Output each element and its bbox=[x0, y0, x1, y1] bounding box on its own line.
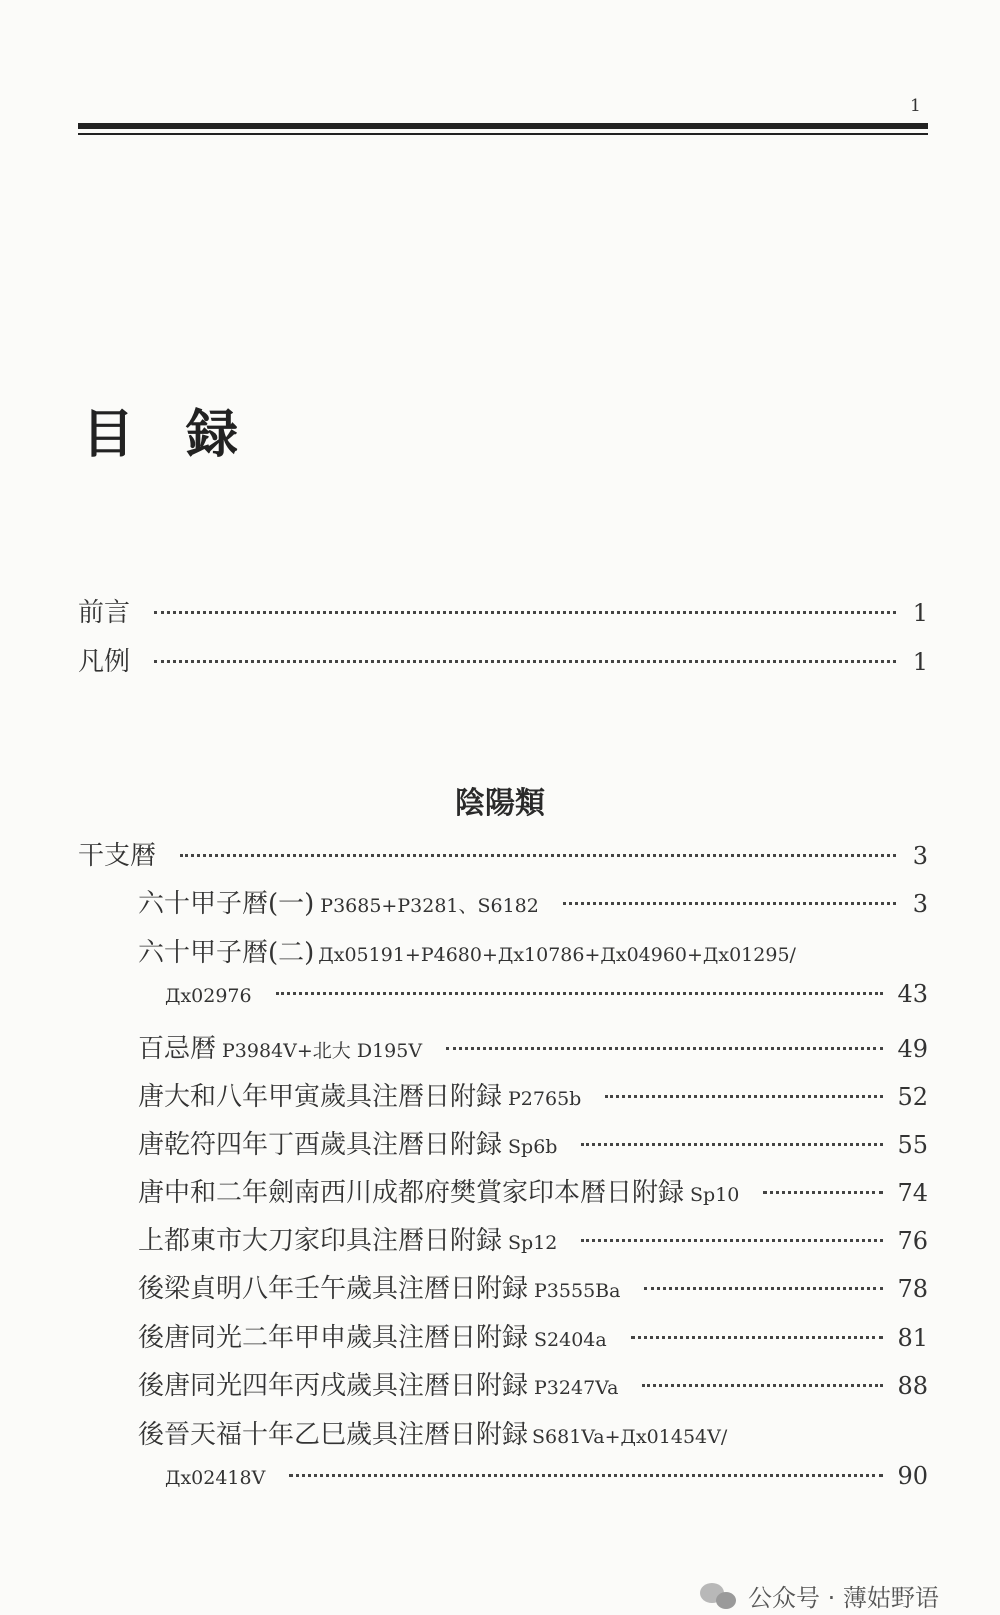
entry-title: 六十甲子暦(一) P3685+P3281、S6182 bbox=[138, 889, 539, 919]
toc-category[interactable] bbox=[78, 835, 928, 872]
toc-entry[interactable] bbox=[138, 1268, 928, 1305]
page-number: 1 bbox=[910, 96, 921, 116]
dot-leader bbox=[563, 902, 896, 905]
toc-entry[interactable] bbox=[138, 1028, 928, 1065]
entry-title: 六十甲子暦(二) bbox=[138, 938, 315, 968]
toc-entry[interactable] bbox=[138, 1076, 928, 1113]
entry-title: 凡例 bbox=[78, 647, 131, 677]
toc-entry[interactable] bbox=[138, 1124, 928, 1161]
entry-page: 52 bbox=[897, 1083, 928, 1111]
wechat-icon bbox=[700, 1581, 738, 1611]
entry-page: 81 bbox=[897, 1324, 928, 1352]
dot-leader bbox=[276, 992, 884, 995]
category-title: 干支暦 bbox=[78, 841, 157, 871]
toc-entry[interactable] bbox=[138, 1220, 928, 1257]
toc-entry-first-line[interactable] bbox=[138, 1414, 928, 1451]
dot-leader bbox=[581, 1239, 883, 1242]
dot-leader bbox=[642, 1384, 883, 1387]
entry-title: 後晉天福十年乙巳歲具注暦日附録 bbox=[138, 1420, 529, 1450]
entry-code: S2404a bbox=[534, 1329, 607, 1351]
entry-title: 後唐同光四年丙戌歲具注暦日附録 P3247Va bbox=[138, 1371, 619, 1401]
entry-title: 百忌暦 P3984V+北大 D195V bbox=[138, 1034, 423, 1064]
header-rule-thin bbox=[78, 133, 928, 135]
toc-entry[interactable] bbox=[138, 1365, 928, 1402]
entry-title: 前言 bbox=[78, 598, 131, 628]
entry-title: 後唐同光二年甲申歲具注暦日附録 S2404a bbox=[138, 1323, 607, 1353]
entry-page: 1 bbox=[912, 648, 928, 676]
dot-leader bbox=[154, 660, 896, 663]
entry-page: 88 bbox=[897, 1372, 928, 1400]
toc-entry[interactable] bbox=[138, 1172, 928, 1209]
entry-code: Sp10 bbox=[690, 1184, 740, 1206]
entry-page: 78 bbox=[897, 1275, 928, 1303]
toc-entry[interactable] bbox=[138, 1317, 928, 1354]
dot-leader bbox=[154, 611, 896, 614]
toc-heading: 目録 bbox=[82, 405, 291, 465]
entry-page: 76 bbox=[897, 1227, 928, 1255]
entry-page: 1 bbox=[912, 599, 928, 627]
entry-page: 90 bbox=[897, 1462, 928, 1490]
entry-title: 唐中和二年劍南西川成都府樊賞家印本暦日附録 Sp10 bbox=[138, 1178, 740, 1208]
category-page: 3 bbox=[912, 842, 928, 870]
watermark-text: 公众号 · 薄姑野语 bbox=[748, 1584, 939, 1612]
entry-page: 43 bbox=[897, 980, 928, 1008]
watermark bbox=[700, 1578, 939, 1613]
entry-title: 唐乾符四年丁酉歲具注暦日附録 Sp6b bbox=[138, 1130, 558, 1160]
dot-leader bbox=[631, 1336, 884, 1339]
toc-entry-preface[interactable] bbox=[78, 592, 928, 629]
dot-leader bbox=[180, 854, 896, 857]
toc-entry[interactable] bbox=[138, 883, 928, 920]
entry-code: P3555Ba bbox=[534, 1280, 621, 1302]
entry-title: 唐大和八年甲寅歲具注暦日附録 P2765b bbox=[138, 1082, 582, 1112]
dot-leader bbox=[644, 1287, 883, 1290]
entry-code: Sp12 bbox=[508, 1232, 558, 1254]
section-title: 陰陽類 bbox=[455, 786, 545, 821]
entry-code-continuation: Дх02976 bbox=[165, 985, 252, 1007]
entry-title: 上都東市大刀家印具注暦日附録 Sp12 bbox=[138, 1226, 558, 1256]
dot-leader bbox=[289, 1474, 883, 1477]
entry-page: 55 bbox=[897, 1131, 928, 1159]
entry-page: 74 bbox=[897, 1179, 928, 1207]
entry-code: Sp6b bbox=[508, 1136, 558, 1158]
dot-leader bbox=[763, 1191, 883, 1194]
toc-entry-conventions[interactable] bbox=[78, 641, 928, 678]
entry-code: Дх05191+P4680+Дх10786+Дх04960+Дх01295/ bbox=[318, 944, 796, 966]
entry-title: 後梁貞明八年壬午歲具注暦日附録 P3555Ba bbox=[138, 1274, 621, 1304]
toc-entry-continuation[interactable] bbox=[165, 980, 928, 1008]
entry-code-continuation: Дх02418V bbox=[165, 1467, 266, 1489]
dot-leader bbox=[446, 1047, 883, 1050]
dot-leader bbox=[605, 1095, 883, 1098]
entry-code: S681Va+Дх01454V/ bbox=[532, 1426, 728, 1448]
entry-page: 49 bbox=[897, 1035, 928, 1063]
dot-leader bbox=[581, 1143, 883, 1146]
toc-entry-first-line[interactable] bbox=[138, 932, 928, 969]
toc-entry-continuation[interactable] bbox=[165, 1462, 928, 1490]
entry-code: P3984V+北大 D195V bbox=[222, 1040, 423, 1062]
entry-code: P2765b bbox=[508, 1088, 582, 1110]
entry-page: 3 bbox=[912, 890, 928, 918]
header-rule-thick bbox=[78, 123, 928, 129]
entry-code: P3247Va bbox=[534, 1377, 619, 1399]
entry-code: P3685+P3281、S6182 bbox=[320, 895, 539, 917]
